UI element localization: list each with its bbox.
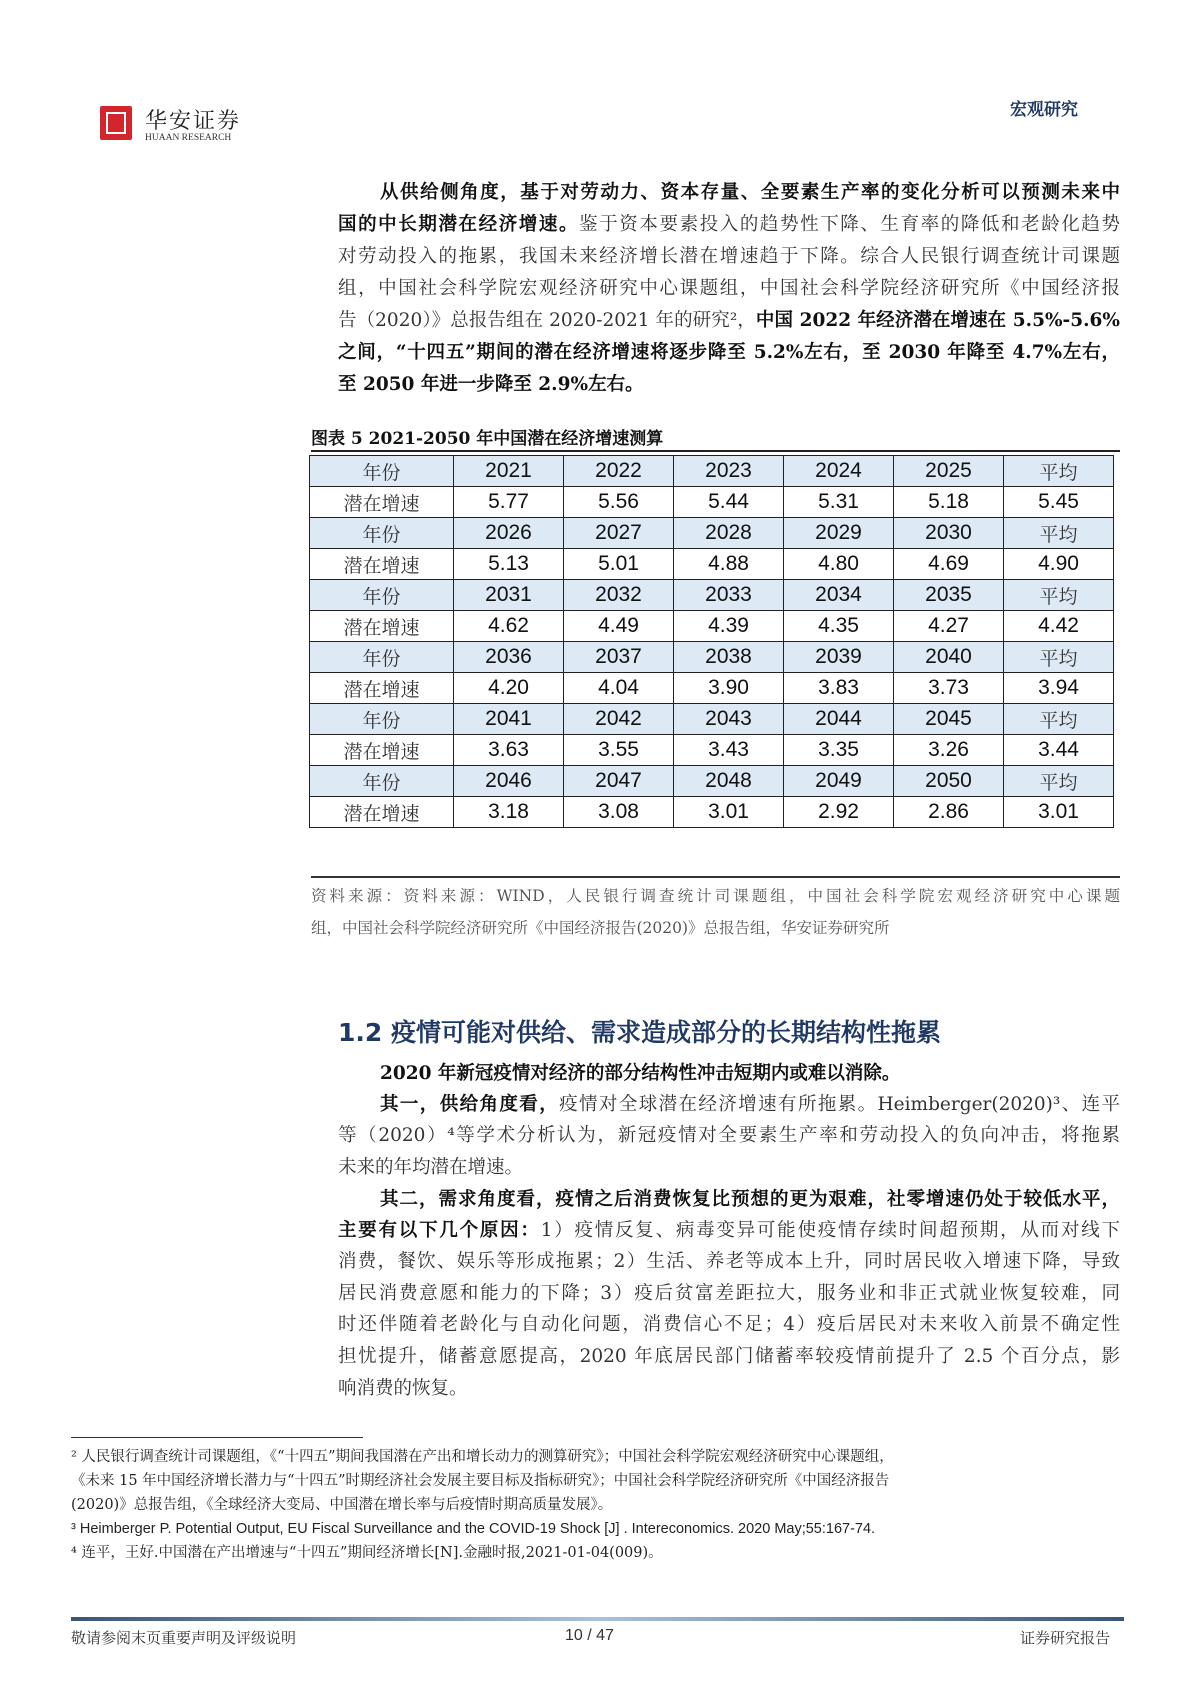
year-cell: 2044: [784, 704, 894, 735]
table-row-years: [310, 704, 1114, 735]
header-section-label: 宏观研究: [1010, 100, 1078, 120]
rate-cell: 4.62: [454, 611, 564, 642]
rate-cell: 3.01: [674, 797, 784, 828]
rate-cell: 5.44: [674, 487, 784, 518]
caption-rule: [311, 450, 1120, 452]
year-cell: 2025: [894, 456, 1004, 487]
rate-cell: 3.26: [894, 735, 1004, 766]
text-line: [338, 242, 1120, 272]
text-line: [338, 274, 1120, 304]
table-row-years: [310, 580, 1114, 611]
text-line: [338, 338, 1120, 368]
text-line: [380, 1185, 1120, 1215]
year-cell: 2048: [674, 766, 784, 797]
rate-cell: 3.35: [784, 735, 894, 766]
year-cell: 2041: [454, 704, 564, 735]
text-line: [338, 1310, 1120, 1340]
footnote-line: 《未来 15 年中国经济增长潜力与“十四五”时期经济社会发展主要目标及指标研究》；中国社会科学院经济研究所《中国经济报告: [71, 1473, 890, 1489]
year-cell: 2024: [784, 456, 894, 487]
year-cell: 2042: [564, 704, 674, 735]
rate-cell: 3.18: [454, 797, 564, 828]
year-cell: 2023: [674, 456, 784, 487]
text-segment: 告（2020）》总报告组在 2020-2021 年的研究²，: [338, 310, 756, 331]
year-cell: 2022: [564, 456, 674, 487]
row-label: 潜在增速: [310, 735, 454, 766]
avg-rate-cell: 4.42: [1004, 611, 1114, 642]
row-label: 潜在增速: [310, 487, 454, 518]
rate-cell: 4.39: [674, 611, 784, 642]
text-segment: 2020 年新冠疫情对经济的部分结构性冲击短期内或难以消除。: [380, 1063, 901, 1084]
table-row-years: [310, 766, 1114, 797]
year-cell: 2037: [564, 642, 674, 673]
year-cell: 2030: [894, 518, 1004, 549]
footnote-line: (2020)》总报告组，《全球经济大变局、中国潜在增长率与后疫情时期高质量发展》。: [71, 1497, 613, 1513]
rate-cell: 4.80: [784, 549, 894, 580]
rate-cell: 5.13: [454, 549, 564, 580]
text-segment: 其一，供给角度看，: [380, 1094, 560, 1115]
rate-cell: 3.55: [564, 735, 674, 766]
text-segment: 国的中长期潜在经济增速。: [338, 214, 580, 235]
source-rule: [311, 876, 1120, 878]
table-row-rates: [310, 549, 1114, 580]
year-cell: 2029: [784, 518, 894, 549]
row-label: 年份: [310, 456, 454, 487]
year-cell: 2036: [454, 642, 564, 673]
potential-growth-table: [309, 455, 1114, 828]
year-cell: 2038: [674, 642, 784, 673]
table-row-rates: [310, 797, 1114, 828]
avg-rate-cell: 3.94: [1004, 673, 1114, 704]
text-segment: 时还伴随着老龄化与自动化问题，消费信心不足；4）疫后居民对未来收入前景不确定性: [338, 1314, 1120, 1335]
row-label: 潜在增速: [310, 549, 454, 580]
text-segment: 居民消费意愿和能力的下降；3）疫后贫富差距拉大，服务业和非正式就业恢复较难，同: [338, 1283, 1120, 1304]
text-segment: 其二，需求角度看，疫情之后消费恢复比预想的更为艰难，社零增速仍处于较低水平，: [380, 1189, 1120, 1210]
table-row-rates: [310, 735, 1114, 766]
year-cell: 2047: [564, 766, 674, 797]
text-segment: 疫情对全球潜在经济增速有所拖累。Heimberger(2020)³、连平: [559, 1094, 1120, 1115]
year-cell: 2049: [784, 766, 894, 797]
rate-cell: 4.88: [674, 549, 784, 580]
text-line: [380, 178, 1120, 208]
year-cell: 2039: [784, 642, 894, 673]
avg-rate-cell: 5.45: [1004, 487, 1114, 518]
text-segment: 组，中国社会科学院宏观经济研究中心课题组，中国社会科学院经济研究所《中国经济报: [338, 278, 1120, 299]
table-caption: 图表 5 2021-2050 年中国潜在经济增速测算: [311, 429, 664, 449]
text-line: [338, 1153, 1120, 1183]
avg-rate-cell: 3.44: [1004, 735, 1114, 766]
avg-header-cell: 平均: [1004, 456, 1114, 487]
text-segment: 从供给侧角度，基于对劳动力、资本存量、全要素生产率的变化分析可以预测未来中: [380, 182, 1120, 203]
huaan-logo-icon: [100, 106, 132, 140]
rate-cell: 4.49: [564, 611, 674, 642]
year-cell: 2043: [674, 704, 784, 735]
rate-cell: 3.73: [894, 673, 1004, 704]
table-row-years: [310, 456, 1114, 487]
footnote-rule: [71, 1437, 363, 1438]
logo-text-en: HUAAN RESEARCH: [145, 133, 232, 143]
year-cell: 2032: [564, 580, 674, 611]
row-label: 潜在增速: [310, 673, 454, 704]
year-cell: 2026: [454, 518, 564, 549]
table-row-rates: [310, 611, 1114, 642]
row-label: 年份: [310, 766, 454, 797]
text-line: [338, 1374, 1120, 1404]
rate-cell: 5.31: [784, 487, 894, 518]
row-label: 年份: [310, 704, 454, 735]
rate-cell: 4.20: [454, 673, 564, 704]
rate-cell: 5.77: [454, 487, 564, 518]
text-segment: 之间，“十四五”期间的潜在经济增速将逐步降至 5.2%左右，至 2030 年降至 4.7%左右，: [338, 342, 1120, 363]
avg-header-cell: 平均: [1004, 766, 1114, 797]
rate-cell: 4.35: [784, 611, 894, 642]
year-cell: 2046: [454, 766, 564, 797]
rate-cell: 3.63: [454, 735, 564, 766]
rate-cell: 5.01: [564, 549, 674, 580]
text-segment: 担忧提升，储蓄意愿提高，2020 年底居民部门储蓄率较疫情前提升了 2.5 个百分点，影: [338, 1346, 1120, 1367]
text-segment: 鉴于资本要素投入的趋势性下降、生育率的降低和老龄化趋势: [579, 214, 1120, 235]
rate-cell: 4.27: [894, 611, 1004, 642]
table-source-line: 组，中国社会科学院经济研究所《中国经济报告(2020)》总报告组，华安证券研究所: [311, 919, 890, 937]
footer-report-type: 证券研究报告: [1020, 1629, 1111, 1647]
text-segment: 至 2050 年进一步降至 2.9%左右。: [338, 374, 644, 395]
rate-cell: 2.92: [784, 797, 894, 828]
year-cell: 2033: [674, 580, 784, 611]
row-label: 年份: [310, 580, 454, 611]
row-label: 年份: [310, 518, 454, 549]
text-segment: 中国 2022 年经济潜在增速在 5.5%-5.6%: [755, 310, 1120, 331]
text-line: [380, 1090, 1120, 1120]
text-segment: 1）疫情反复、病毒变异可能使疫情存续时间超预期，从而对线下: [540, 1220, 1120, 1241]
year-cell: 2040: [894, 642, 1004, 673]
table-row-rates: [310, 487, 1114, 518]
table-row-rates: [310, 673, 1114, 704]
rate-cell: 3.08: [564, 797, 674, 828]
text-line: [380, 1059, 1120, 1089]
footnote-line: ² 人民银行调查统计司课题组，《“十四五”期间我国潜在产出和增长动力的测算研究》；中国社会科学院宏观经济研究中心课题组，: [71, 1449, 894, 1465]
row-label: 潜在增速: [310, 611, 454, 642]
table-source-line: 资料来源：资料来源：WIND，人民银行调查统计司课题组，中国社会科学院宏观经济研究中心课题: [311, 887, 1120, 905]
text-segment: 等（2020）⁴等学术分析认为，新冠疫情对全要素生产率和劳动投入的负向冲击，将拖累: [338, 1125, 1120, 1146]
rate-cell: 4.04: [564, 673, 674, 704]
text-line: [338, 1247, 1120, 1277]
rate-cell: 3.90: [674, 673, 784, 704]
avg-header-cell: 平均: [1004, 518, 1114, 549]
avg-rate-cell: 3.01: [1004, 797, 1114, 828]
rate-cell: 4.69: [894, 549, 1004, 580]
table-row-years: [310, 518, 1114, 549]
logo-text-cn: 华安证券: [145, 109, 242, 134]
row-label: 年份: [310, 642, 454, 673]
avg-header-cell: 平均: [1004, 642, 1114, 673]
rate-cell: 3.83: [784, 673, 894, 704]
footnote-line: ³ Heimberger P. Potential Output, EU Fiscal Surveillance and the COVID-19 Shock [J] . Intereconomics. 2020 May;55:167-74.: [71, 1521, 876, 1537]
year-cell: 2028: [674, 518, 784, 549]
page-number: 10 / 47: [565, 1627, 614, 1644]
avg-rate-cell: 4.90: [1004, 549, 1114, 580]
table-row-years: [310, 642, 1114, 673]
year-cell: 2034: [784, 580, 894, 611]
text-line: [338, 306, 1120, 336]
section-heading: 1.2 疫情可能对供给、需求造成部分的长期结构性拖累: [338, 1018, 941, 1047]
year-cell: 2027: [564, 518, 674, 549]
avg-header-cell: 平均: [1004, 704, 1114, 735]
rate-cell: 3.43: [674, 735, 784, 766]
footnote-line: ⁴ 连平，王好.中国潜在产出增速与“十四五”期间经济增长[N].金融时报,2021-01-04(009)。: [71, 1545, 663, 1561]
text-segment: 未来的年均潜在增速。: [338, 1157, 524, 1178]
text-segment: 主要有以下几个原因：: [338, 1220, 541, 1241]
year-cell: 2021: [454, 456, 564, 487]
text-segment: 消费，餐饮、娱乐等形成拖累；2）生活、养老等成本上升，同时居民收入增速下降，导致: [338, 1251, 1120, 1272]
text-line: [338, 370, 1120, 400]
year-cell: 2045: [894, 704, 1004, 735]
text-line: [338, 1279, 1120, 1309]
text-line: [338, 1342, 1120, 1372]
row-label: 潜在增速: [310, 797, 454, 828]
year-cell: 2031: [454, 580, 564, 611]
year-cell: 2050: [894, 766, 1004, 797]
text-segment: 响消费的恢复。: [338, 1378, 468, 1399]
rate-cell: 2.86: [894, 797, 1004, 828]
text-segment: 对劳动投入的拖累，我国未来经济增长潜在增速趋于下降。综合人民银行调查统计司课题: [338, 246, 1120, 267]
rate-cell: 5.18: [894, 487, 1004, 518]
text-line: [338, 1216, 1120, 1246]
rate-cell: 5.56: [564, 487, 674, 518]
footer-rule: [71, 1617, 1124, 1621]
year-cell: 2035: [894, 580, 1004, 611]
avg-header-cell: 平均: [1004, 580, 1114, 611]
text-line: [338, 210, 1120, 240]
text-line: [338, 1121, 1120, 1151]
footer-disclaimer: 敬请参阅末页重要声明及评级说明: [71, 1629, 297, 1647]
